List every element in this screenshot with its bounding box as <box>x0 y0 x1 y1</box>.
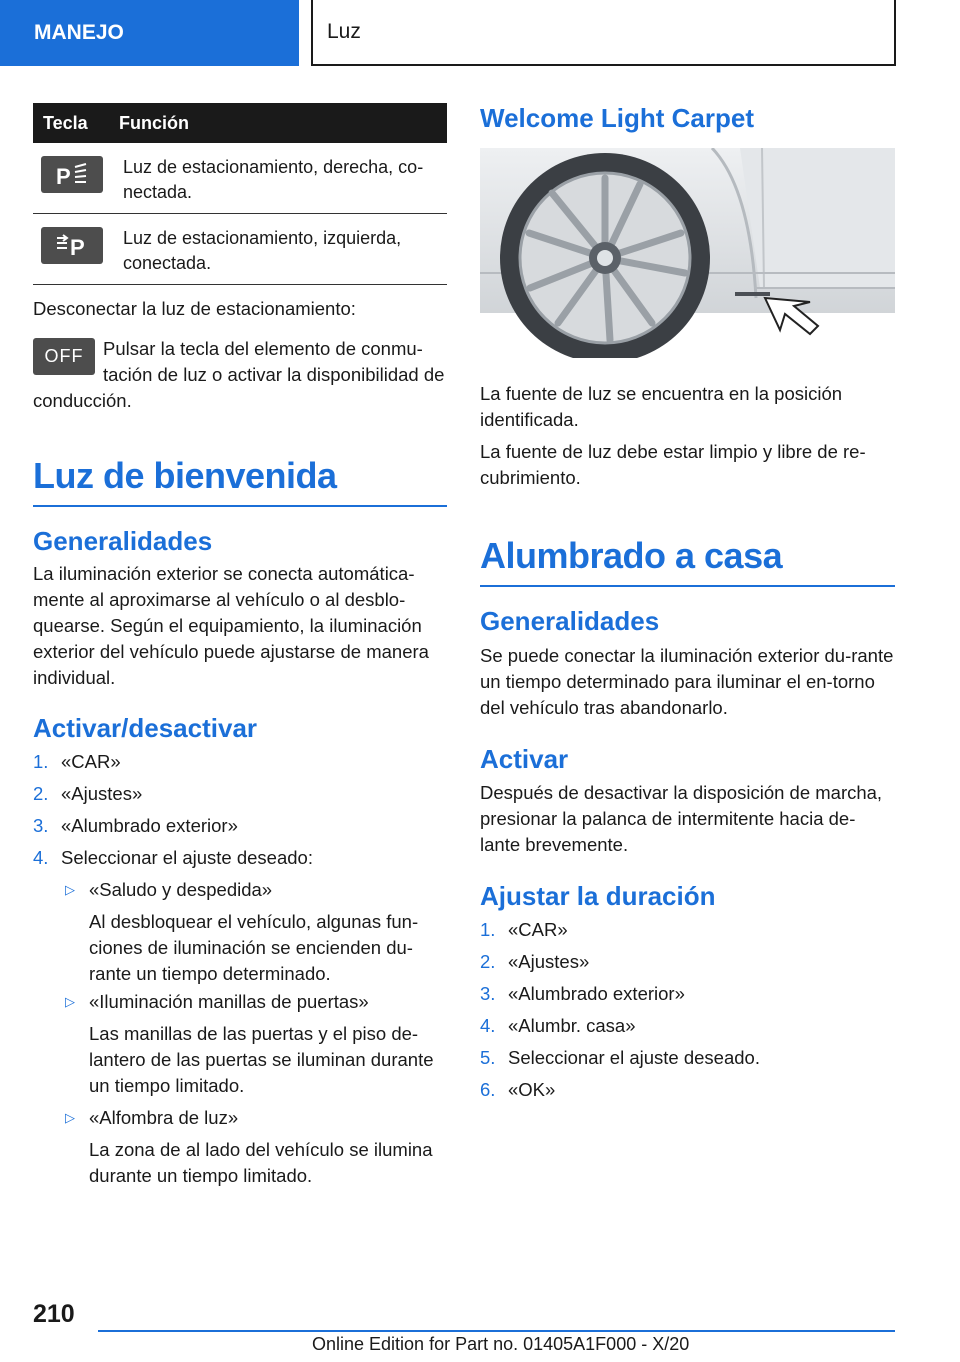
list-item: 2. «Ajustes» <box>480 951 590 972</box>
home-title: Alumbrado a casa <box>480 535 895 587</box>
keys-table <box>33 103 447 285</box>
table-header-key: Tecla <box>33 103 111 143</box>
carpet-text-location: La fuente de luz se encuentra en la posición identificada. <box>480 383 843 430</box>
table-row <box>33 214 447 285</box>
list-item: 5. Seleccionar el ajuste deseado. <box>480 1047 760 1068</box>
list-item: 1. «CAR» <box>33 751 121 772</box>
table-header-function: Función <box>111 103 447 143</box>
triangle-bullet-icon: ▷ <box>65 994 75 1009</box>
carpet-heading: Welcome Light Carpet <box>480 103 755 133</box>
off-key-label: OFF <box>44 346 84 366</box>
welcome-general-heading: Generalidades <box>33 526 213 556</box>
list-item: 3. «Alumbrado exterior» <box>33 815 238 836</box>
triangle-bullet-icon: ▷ <box>65 1110 75 1125</box>
table-cell-key <box>33 143 111 214</box>
table-row <box>33 143 447 214</box>
welcome-steps-list <box>33 749 447 877</box>
car-wheel-image <box>480 148 895 358</box>
option-item <box>33 1105 447 1189</box>
off-key-icon <box>33 338 95 375</box>
triangle-bullet-icon: ▷ <box>65 882 75 897</box>
page-number: 210 <box>33 1300 75 1328</box>
option-description: La zona de al lado del vehículo se ilumina durante un tiempo limitado. <box>89 1139 433 1186</box>
welcome-activate-heading: Activar/desactivar <box>33 713 258 743</box>
list-item: 6. «OK» <box>480 1079 556 1100</box>
table-cell-function: Luz de estacionamiento, derecha, co-nectada. <box>111 143 447 214</box>
carpet-text-clean: La fuente de luz debe estar limpio y libre de re-cubrimiento. <box>480 441 866 488</box>
table-header-row <box>33 103 447 143</box>
list-item: 2. «Ajustes» <box>33 783 143 804</box>
svg-text:P: P <box>70 234 85 258</box>
list-item: 3. «Alumbrado exterior» <box>480 983 685 1004</box>
home-activate-heading: Activar <box>480 744 569 774</box>
option-description: Al desbloquear el vehículo, algunas fun-ciones de iluminación se encienden du-rante un tiempo determinado. <box>89 911 419 984</box>
option-title: «Iluminación manillas de puertas» <box>89 991 369 1012</box>
home-activate-text: Después de desactivar la disposición de marcha, presionar la palanca de intermitente hacia de-lante brevemente. <box>480 782 883 855</box>
disconnect-instruction: Pulsar la tecla del elemento de conmu-tación de luz o activar la disponibilidad de conducción. <box>33 338 445 411</box>
option-title: «Saludo y despedida» <box>89 879 273 900</box>
home-duration-heading: Ajustar la duración <box>480 881 716 911</box>
option-item <box>33 989 447 1099</box>
parking-light-left-icon <box>41 227 103 264</box>
footer-divider <box>98 1330 895 1332</box>
topic-title: Luz <box>327 20 361 43</box>
disconnect-block <box>33 336 447 414</box>
section-title: MANEJO <box>34 21 124 44</box>
svg-text:P: P <box>56 163 71 187</box>
home-steps-list <box>480 917 895 1109</box>
topic-tab <box>311 0 896 66</box>
disconnect-intro: Desconectar la luz de estacionamiento: <box>33 298 356 319</box>
section-tab <box>0 0 299 66</box>
list-item: 1. «CAR» <box>480 919 568 940</box>
home-general-text: Se puede conectar la iluminación exterior du-rante un tiempo determinado para iluminar el en-torno del vehículo tras abandonarlo. <box>480 645 894 718</box>
welcome-general-text: La iluminación exterior se conecta automática-mente al aproximarse al vehículo o al desblo-quearse. Según el equipamiento, la iluminación exterior del vehículo puede ajustarse de manera individual. <box>33 563 429 688</box>
welcome-title: Luz de bienvenida <box>33 455 447 507</box>
table-cell-function: Luz de estacionamiento, izquierda, conectada. <box>111 214 447 285</box>
option-item <box>33 877 447 987</box>
list-item: 4. Seleccionar el ajuste deseado: <box>33 847 313 868</box>
footer-edition: Online Edition for Part no. 01405A1F000 - X/20 <box>312 1334 690 1354</box>
parking-light-right-icon <box>41 156 103 193</box>
list-item: 4. «Alumbr. casa» <box>480 1015 636 1036</box>
option-description: Las manillas de las puertas y el piso de-lantero de las puertas se iluminan durante un tiempo limitado. <box>89 1023 434 1096</box>
home-general-heading: Generalidades <box>480 606 660 636</box>
table-cell-key <box>33 214 111 285</box>
option-title: «Alfombra de luz» <box>89 1107 239 1128</box>
